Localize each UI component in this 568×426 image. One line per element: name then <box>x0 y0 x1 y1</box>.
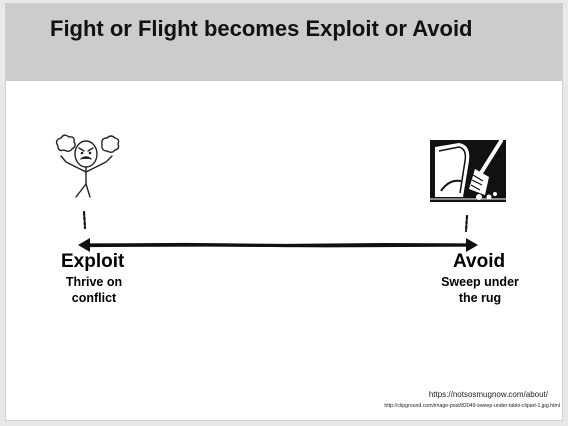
exploit-sublabel-line1: Thrive on <box>65 275 123 289</box>
exploit-sublabel <box>39 274 149 306</box>
sweep-under-rug-icon <box>429 139 507 203</box>
exploit-sublabel-line2: conflict <box>71 291 117 305</box>
slide <box>5 3 563 421</box>
angry-stick-figure-icon <box>52 134 122 200</box>
avoid-sublabel-line1: Sweep under <box>441 275 519 289</box>
spectrum-arrow <box>66 204 486 264</box>
exploit-label: Exploit <box>61 251 125 272</box>
avoid-label: Avoid <box>453 251 506 272</box>
avoid-sublabel-line2: the rug <box>458 291 502 305</box>
avoid-sublabel <box>425 274 535 306</box>
credit-link-primary[interactable]: https://notsosmugnow.com/about/ <box>428 390 548 399</box>
slide-title: Fight or Flight becomes Exploit or Avoid <box>50 16 473 41</box>
credit-link-secondary[interactable]: http://clipground.com/image-post/82049-sweep-under-table-clipart-1.jpg.html <box>384 403 560 409</box>
